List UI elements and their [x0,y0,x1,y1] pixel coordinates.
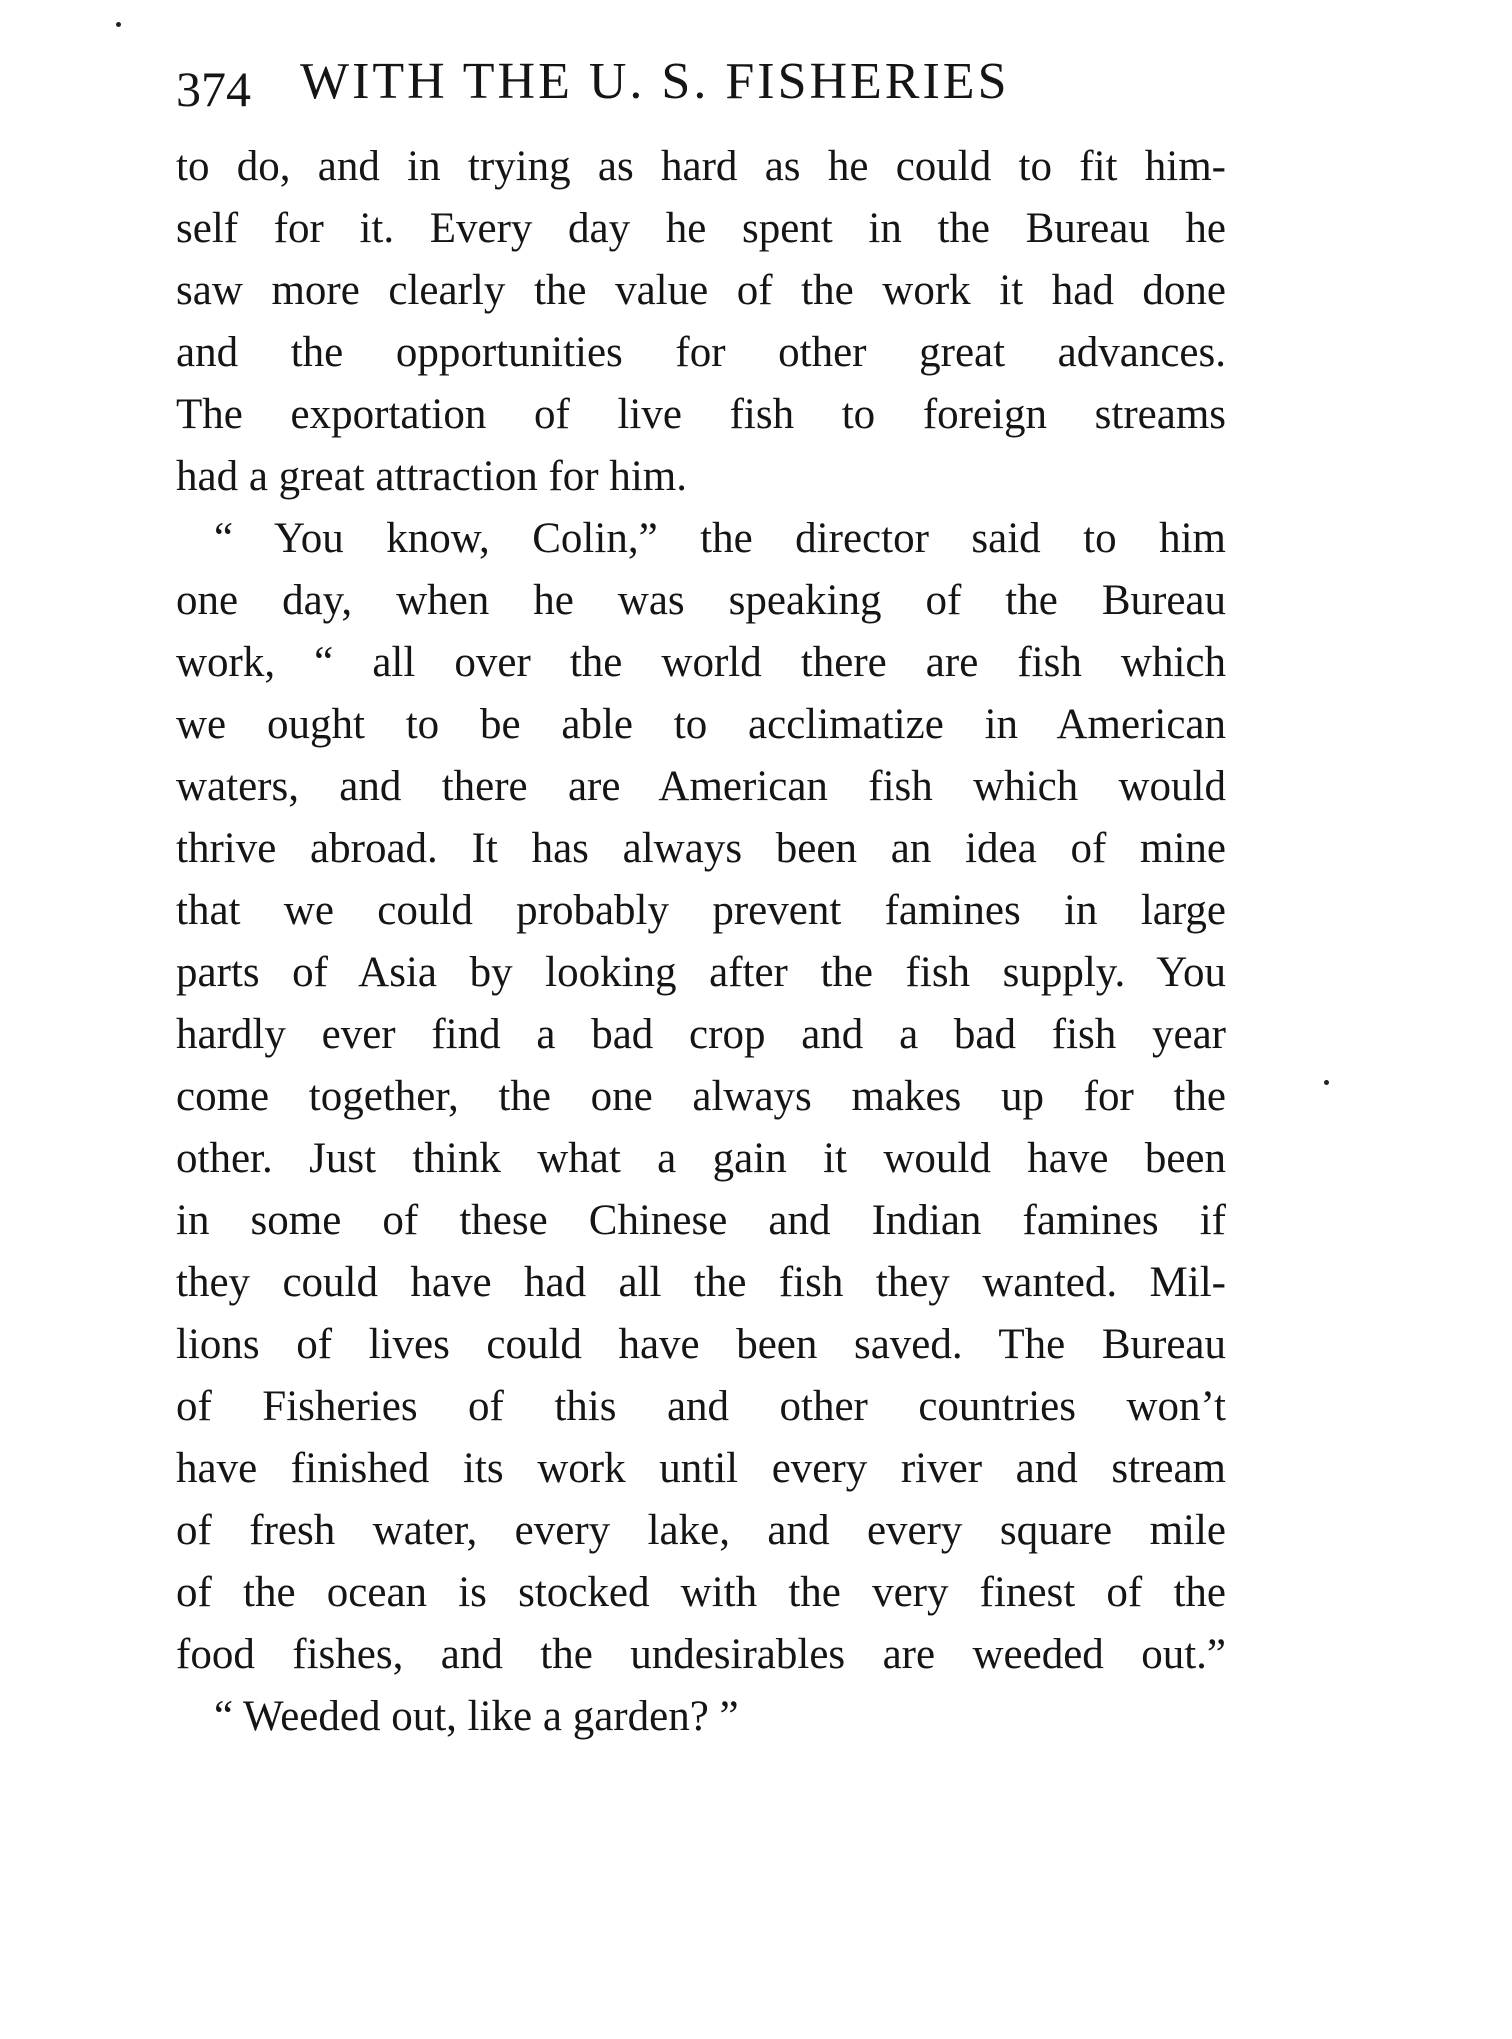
text-line: that we could probably prevent famines in large [176,887,1226,934]
text-line: lions of lives could have been saved. The Bureau [176,1321,1226,1368]
text-line: food fishes, and the undesirables are weeded out.” [176,1631,1226,1678]
text-line: saw more clearly the value of the work it had done [176,267,1226,314]
text-line: thrive abroad. It has always been an idea of mine [176,825,1226,872]
text-line: hardly ever find a bad crop and a bad fish year [176,1011,1226,1058]
text-line: parts of Asia by looking after the fish supply. You [176,949,1226,996]
body-text [176,136,1226,1748]
paragraph-start-line: “ Weeded out, like a garden? ” [214,1693,739,1740]
paragraph-end-line: had a great attraction for him. [176,453,688,500]
text-line: they could have had all the fish they wanted. Mil- [176,1259,1226,1306]
text-line: of fresh water, every lake, and every square mile [176,1507,1226,1554]
text-line: one day, when he was speaking of the Bureau [176,577,1226,624]
page-header [176,46,1236,116]
text-line: of the ocean is stocked with the very finest of the [176,1569,1226,1616]
print-speck [1324,1080,1329,1085]
print-speck [116,22,121,27]
text-line: come together, the one always makes up for the [176,1073,1226,1120]
text-line: The exportation of live fish to foreign streams [176,391,1226,438]
text-line: we ought to be able to acclimatize in American [176,701,1226,748]
page-number: 374 [176,61,251,117]
text-line: and the opportunities for other great advances. [176,329,1226,376]
text-line: other. Just think what a gain it would have been [176,1135,1226,1182]
paragraph-start-line: “ You know, Colin,” the director said to him [214,515,1226,562]
text-line: to do, and in trying as hard as he could to fit him- [176,143,1226,190]
text-line: self for it. Every day he spent in the Bureau he [176,205,1226,252]
text-line: in some of these Chinese and Indian famines if [176,1197,1226,1244]
text-line: work, “ all over the world there are fish which [176,639,1226,686]
text-line: have finished its work until every river and stream [176,1445,1226,1492]
running-title: WITH THE U. S. FISHERIES [300,53,1010,110]
text-line: of Fisheries of this and other countries won’t [176,1383,1226,1430]
text-line: waters, and there are American fish which would [176,763,1226,810]
